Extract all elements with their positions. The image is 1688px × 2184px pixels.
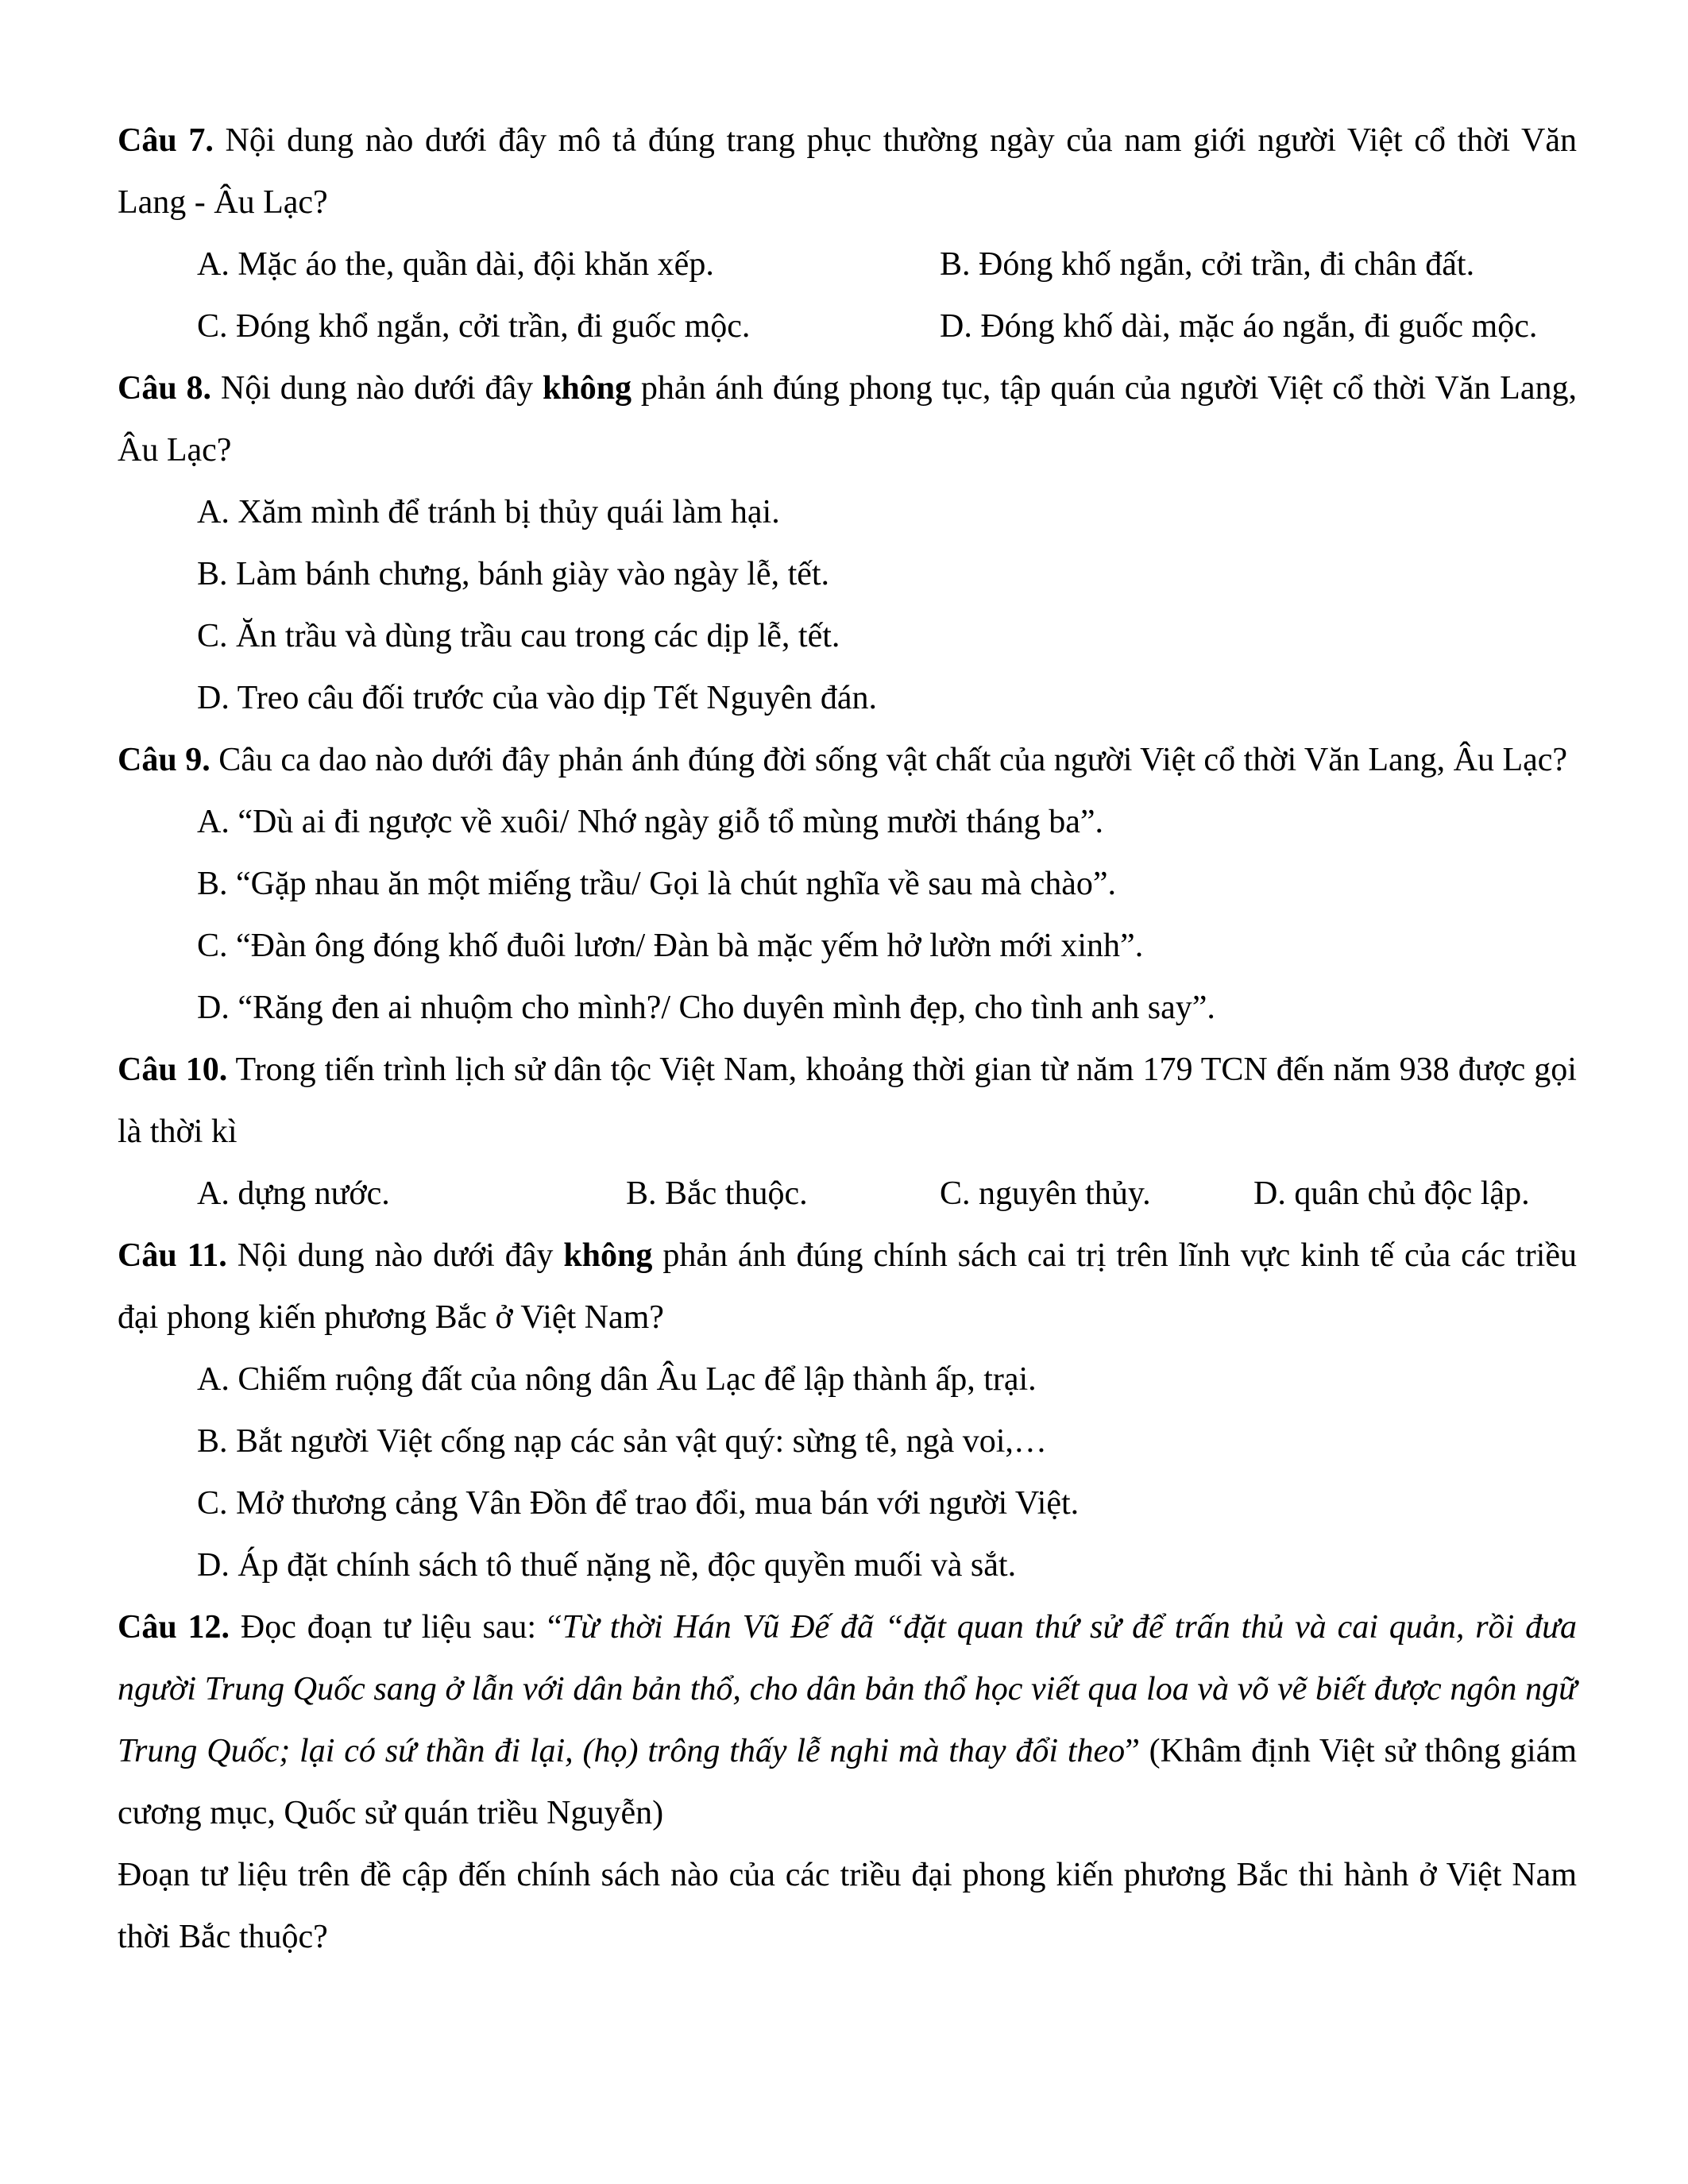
citation: ” (Khâm định Việt sử thông giám cương mục, Quốc sử quán triều Nguyễn) — [118, 1733, 1577, 1831]
option-c: C. “Đàn ông đóng khố đuôi lươn/ Đàn bà mặc yếm hở lườn mới xinh”. — [197, 928, 1144, 964]
question-12 — [118, 1596, 1577, 1844]
question-label: Câu 8. — [118, 370, 212, 407]
option-d: D. Treo câu đối trước của vào dịp Tết Nguyên đán. — [197, 680, 878, 716]
question-7 — [118, 110, 1577, 233]
question-10 — [118, 1039, 1577, 1163]
option-d: D. Đóng khố dài, mặc áo ngắn, đi guốc mộc. — [940, 308, 1538, 345]
question-label: Câu 9. — [118, 742, 211, 778]
question-label: Câu 12. — [118, 1609, 230, 1646]
question-stem-part: Nội dung nào dưới đây — [211, 370, 543, 407]
question-label: Câu 7. — [118, 122, 214, 159]
option-b: B. Bắc thuộc. — [626, 1175, 808, 1212]
option-b: B. Đóng khố ngắn, cởi trần, đi chân đất. — [940, 246, 1475, 283]
option-a: A. “Dù ai đi ngược về xuôi/ Nhớ ngày giỗ tổ mùng mười tháng ba”. — [197, 804, 1103, 840]
question-8 — [118, 357, 1577, 481]
option-b: B. “Gặp nhau ăn một miếng trầu/ Gọi là chút nghĩa về sau mà chào”. — [197, 866, 1116, 902]
option-a: A. Xăm mình để tránh bị thủy quái làm hại. — [197, 494, 780, 531]
question-followup: Đoạn tư liệu trên đề cập đến chính sách nào của các triều đại phong kiến phương Bắc thi hành ở Việt Nam thời Bắc thuộc? — [118, 1857, 1577, 1955]
option-c: C. nguyên thủy. — [940, 1175, 1151, 1212]
question-stem-part: phản ánh đúng phong tục, tập quán của người Việt cổ thời Văn Lang, Âu Lạc? — [118, 370, 1577, 469]
quoted-source-text: Từ thời Hán Vũ Đế đã “đặt quan thứ sử để trấn thủ và cai quản, rồi đưa người Trung Quốc sang ở lẫn với dân bản thổ, cho dân bản thổ học viết qua loa và võ vẽ biết được ngôn ngữ Trung Quốc; lại có sứ thần đi lại, (họ) trông thấy lễ nghi mà thay đổi theo — [118, 1609, 1577, 1769]
emphasis-word: không — [563, 1237, 653, 1274]
question-stem-part: Nội dung nào dưới đây — [226, 1237, 564, 1274]
options-row — [118, 1163, 1577, 1225]
question-stem-part: Đọc đoạn tư liệu sau: “ — [230, 1609, 562, 1646]
question-11 — [118, 1225, 1577, 1349]
option-a: A. dựng nước. — [197, 1175, 390, 1212]
option-d: D. “Răng đen ai nhuộm cho mình?/ Cho duyên mình đẹp, cho tình anh say”. — [197, 990, 1215, 1026]
option-c: C. Đóng khổ ngắn, cởi trần, đi guốc mộc. — [197, 308, 751, 345]
question-stem: Câu ca dao nào dưới đây phản ánh đúng đời sống vật chất của người Việt cổ thời Văn Lang, Âu Lạc? — [210, 742, 1568, 778]
option-a: A. Mặc áo the, quần dài, đội khăn xếp. — [197, 246, 714, 283]
question-label: Câu 10. — [118, 1051, 228, 1088]
options-row — [118, 233, 1577, 295]
option-d: D. quân chủ độc lập. — [1253, 1175, 1530, 1212]
document-page — [118, 110, 1577, 1968]
question-stem: Trong tiến trình lịch sử dân tộc Việt Nam, khoảng thời gian từ năm 179 TCN đến năm 938 được gọi là thời kì — [118, 1051, 1577, 1150]
question-stem-part: phản ánh đúng chính sách cai trị trên lĩnh vực kinh tế của các triều đại phong kiến phương Bắc ở Việt Nam? — [118, 1237, 1577, 1336]
option-d: D. Áp đặt chính sách tô thuế nặng nề, độc quyền muối và sắt. — [197, 1547, 1017, 1584]
option-c: C. Mở thương cảng Vân Đồn để trao đổi, mua bán với người Việt. — [197, 1485, 1080, 1522]
question-9 — [118, 729, 1577, 791]
question-label: Câu 11. — [118, 1237, 227, 1274]
option-c: C. Ăn trầu và dùng trầu cau trong các dịp lễ, tết. — [197, 618, 840, 654]
option-a: A. Chiếm ruộng đất của nông dân Âu Lạc để lập thành ấp, trại. — [197, 1361, 1037, 1398]
option-b: B. Làm bánh chưng, bánh giày vào ngày lễ, tết. — [197, 556, 830, 592]
options-row — [118, 295, 1577, 357]
option-b: B. Bắt người Việt cống nạp các sản vật quý: sừng tê, ngà voi,… — [197, 1423, 1047, 1460]
emphasis-word: không — [542, 370, 632, 407]
question-stem: Nội dung nào dưới đây mô tả đúng trang phục thường ngày của nam giới người Việt cổ thời Văn Lang - Âu Lạc? — [118, 122, 1577, 221]
